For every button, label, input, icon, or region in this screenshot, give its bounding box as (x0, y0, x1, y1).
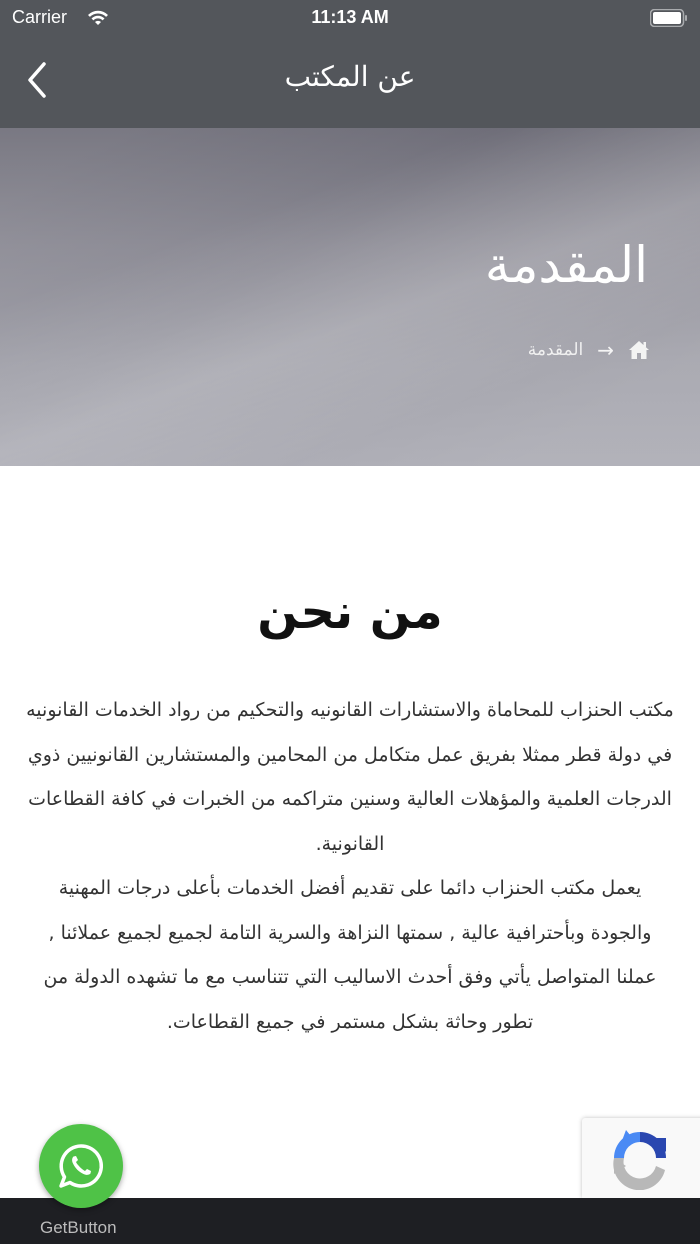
clock: 11:13 AM (311, 7, 389, 27)
about-paragraph: مكتب الحنزاب للمحاماة والاستشارات القانونيه والتحكيم من رواد الخدمات القانونيه في دولة قطر ممثلا بفريق عمل متكامل من المحامين والمستشارين القانونيين ذوي الدرجات العلمية والمؤهلات العالية وسنين متراكمه من الخبرات في كافة القطاعات القانونية. (26, 699, 674, 855)
about-paragraph: يعمل مكتب الحنزاب دائما على تقديم أفضل الخدمات بأعلى درجات المهنية والجودة وبأحترافية عالية , سمتها النزاهة والسرية التامة لجميع لجميع عملائنا , عملنا المتواصل يأتي وفق أحدث الاساليب التي تتناسب مع ما تشهده الدولة من تطور وحاثة بشكل مستمر في جميع القطاعات. (43, 877, 657, 1033)
whatsapp-button[interactable] (39, 1124, 123, 1208)
getbutton-label[interactable]: GetButton (40, 1218, 117, 1237)
section-title: من نحن (257, 584, 443, 640)
hero-banner (0, 128, 700, 466)
breadcrumb-current: المقدمة (527, 340, 584, 360)
navigation-bar (0, 36, 700, 128)
hero-title: المقدمة (484, 236, 648, 294)
home-icon[interactable] (628, 340, 650, 360)
breadcrumb-separator: → (597, 338, 614, 362)
recaptcha-icon (608, 1126, 672, 1190)
battery-icon (650, 9, 688, 27)
recaptcha-badge[interactable] (582, 1118, 700, 1198)
carrier-label: Carrier (12, 7, 68, 27)
about-text (26, 688, 674, 1044)
status-bar (0, 0, 700, 36)
page-title: عن المكتب (284, 60, 416, 93)
top-bar (0, 0, 700, 128)
breadcrumb (528, 338, 650, 362)
whatsapp-icon (56, 1141, 106, 1191)
